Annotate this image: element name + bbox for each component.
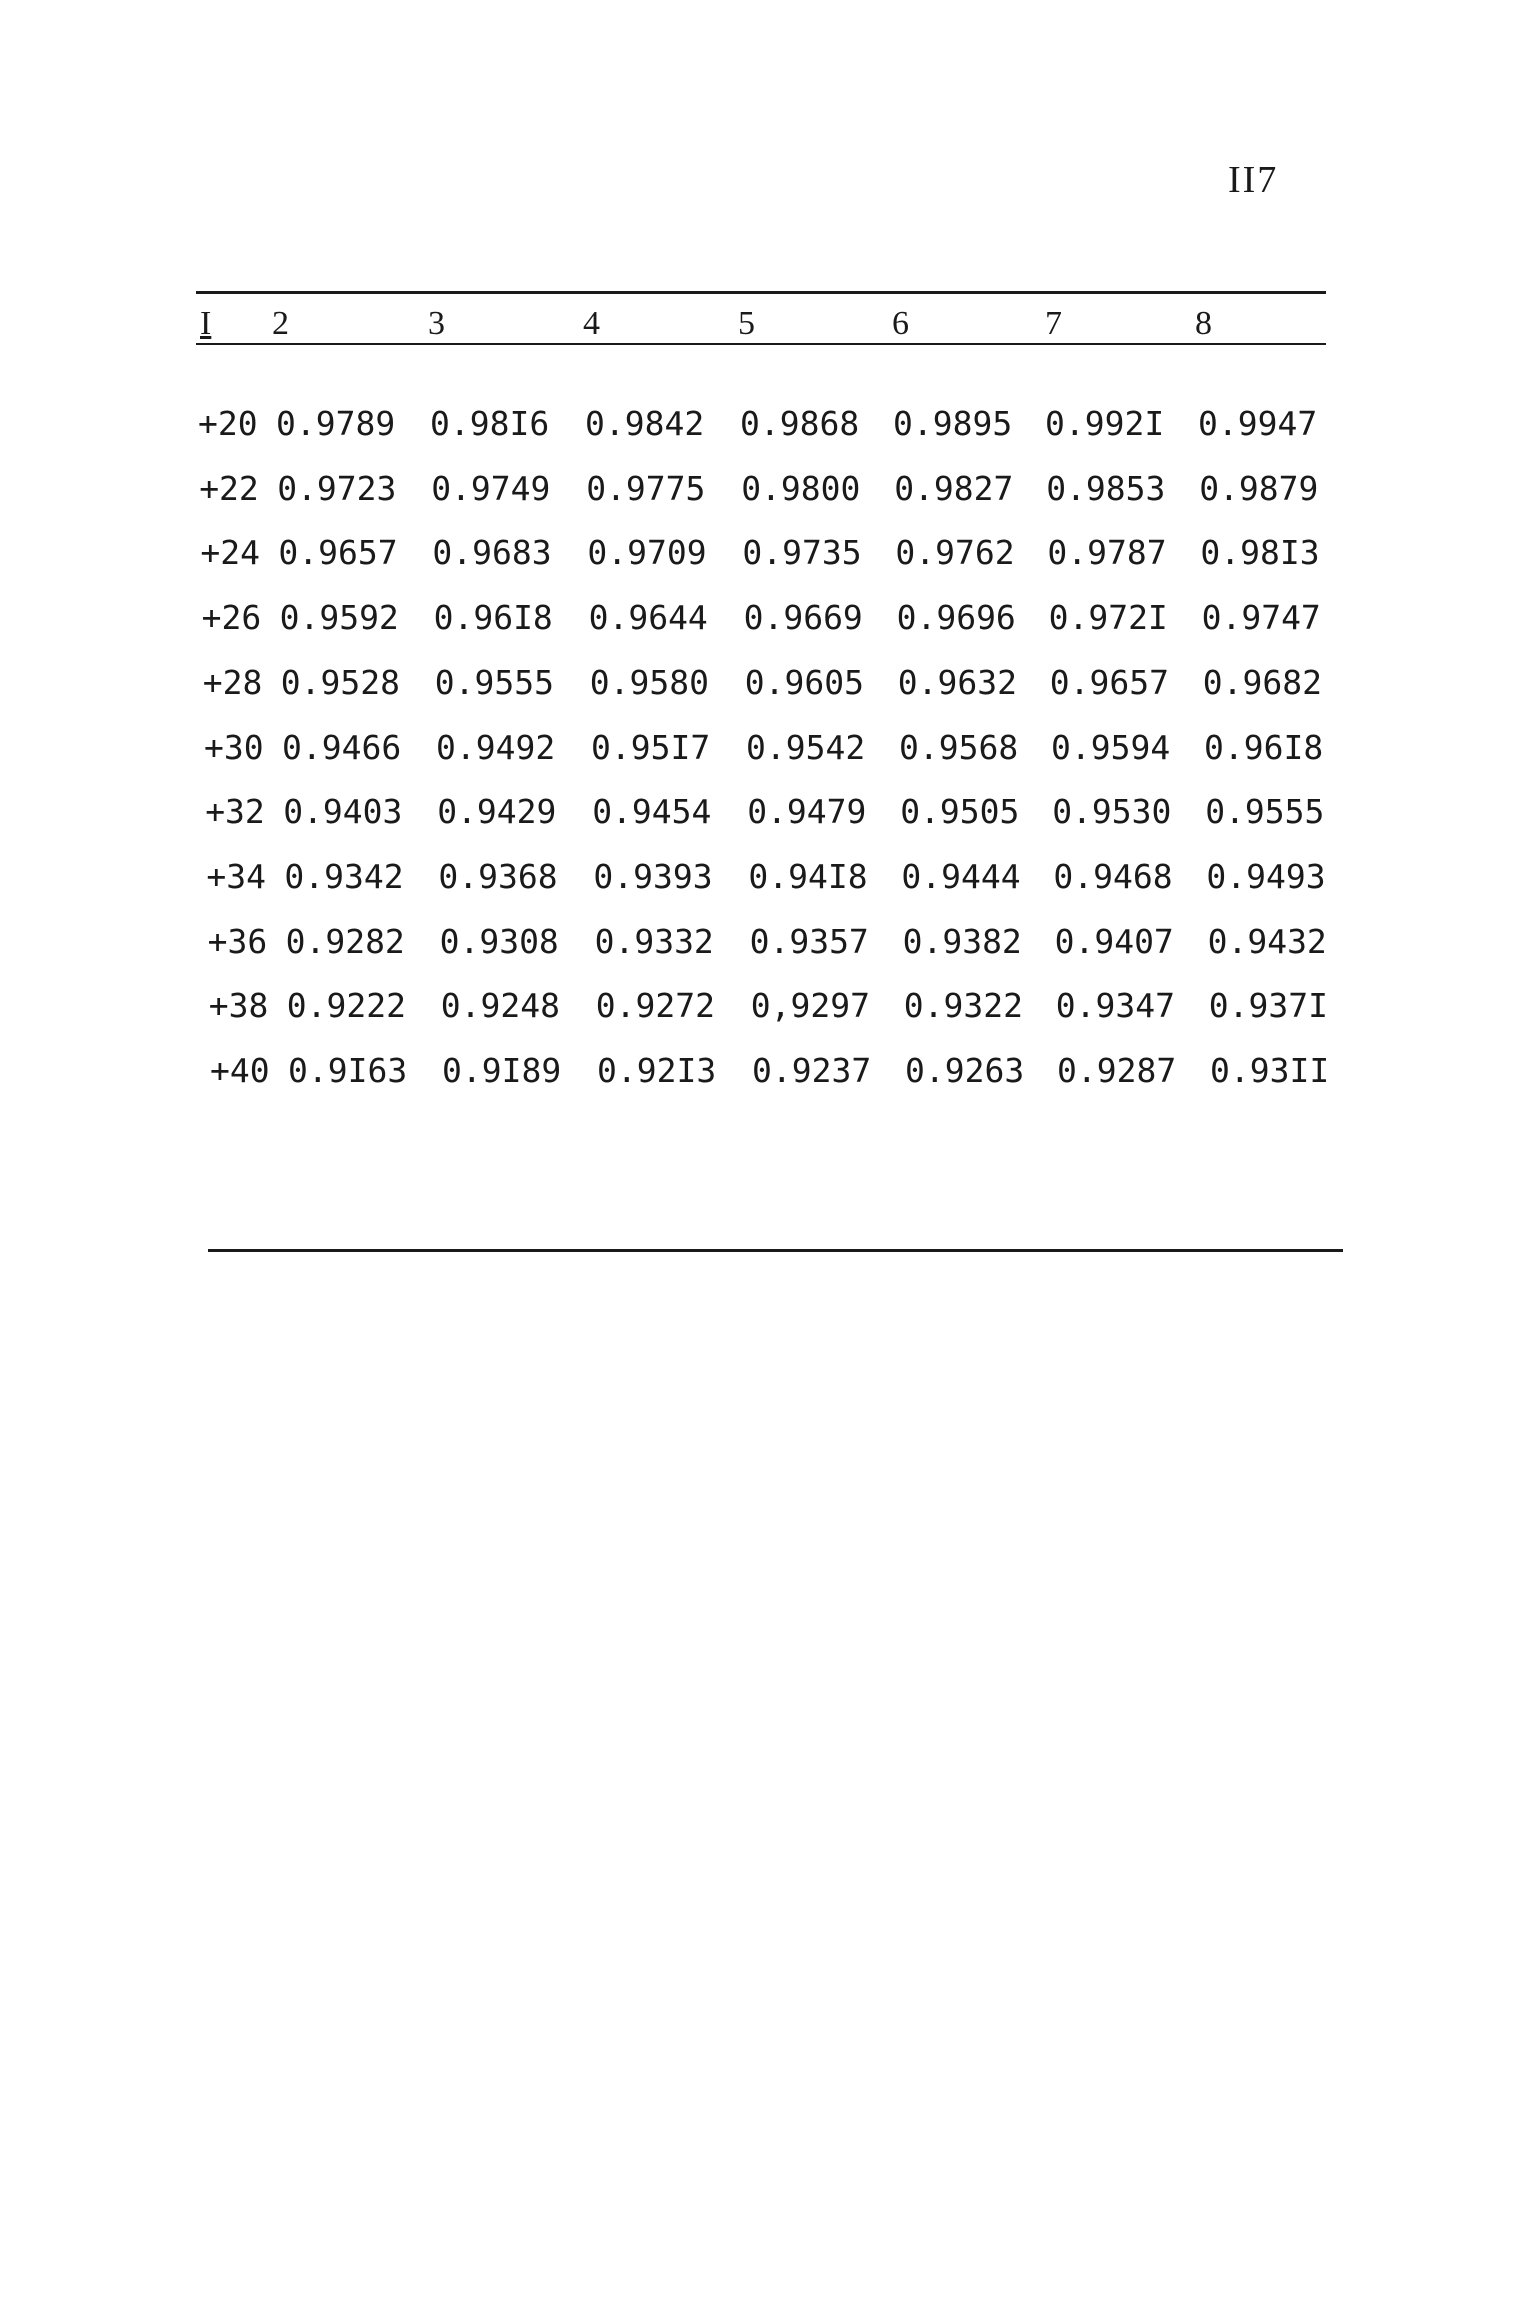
value-cell: 0.93II [1210,1051,1330,1090]
value-cell: 0.9432 [1207,921,1327,961]
value-cell: 0.9747 [1201,598,1321,638]
value-cell: 0.9789 [276,404,396,443]
value-cell: 0.9800 [741,468,861,508]
table-row [0,857,1535,897]
column-header-4: 4 [583,305,600,342]
value-cell: 0.9332 [594,921,714,961]
value-cell: 0.9555 [434,662,555,702]
row-label-cell: +28 [202,662,263,702]
value-cell: 0.9444 [901,856,1021,896]
table-row [0,598,1535,638]
table-row [0,663,1535,703]
value-cell: 0.9853 [1046,468,1166,508]
row-label-cell: +24 [200,533,260,573]
table-row [0,922,1535,962]
value-cell: 0.9393 [593,856,713,896]
value-cell: 0.9787 [1047,533,1167,573]
row-label-cell: +26 [201,598,262,638]
value-cell: 0.9594 [1051,727,1171,767]
row-label-cell: +40 [210,1051,270,1090]
value-cell: 0.9403 [283,792,403,832]
row-label-cell: +20 [198,404,258,443]
value-cell: 0.9632 [897,662,1018,702]
table-top-rule [196,291,1326,294]
value-cell: 0.9592 [279,598,399,638]
value-cell: 0.9347 [1055,986,1176,1026]
row-label-cell: +38 [208,986,269,1026]
table-row [0,1051,1535,1091]
value-cell: 0.9947 [1198,404,1318,443]
value-cell: 0.9I63 [288,1051,408,1090]
value-cell: 0.9696 [896,598,1016,638]
row-label-cell: +36 [207,921,268,961]
value-cell: 0.992I [1045,404,1165,443]
value-cell: 0.9237 [752,1051,872,1090]
value-cell: 0.9762 [895,533,1015,573]
column-header-3: 3 [428,305,445,342]
value-cell: 0.9723 [277,468,397,508]
column-header-2: 2 [272,305,289,342]
column-header-8: 8 [1195,305,1212,342]
value-cell: 0.9468 [1053,856,1173,896]
value-cell: 0.9368 [438,856,558,896]
value-cell: 0.9263 [905,1051,1025,1090]
value-cell: 0.9669 [743,598,863,638]
value-cell: 0.9683 [432,533,552,573]
value-cell: 0.9308 [439,921,559,961]
column-header-7: 7 [1045,305,1062,342]
column-header-5: 5 [738,305,755,342]
value-cell: 0,9297 [750,986,871,1026]
value-cell: 0.9287 [1057,1051,1177,1090]
value-cell: 0.9342 [284,856,404,896]
table-header-rule [196,343,1326,345]
value-cell: 0.9454 [592,792,712,832]
column-header-6: 6 [892,305,909,342]
value-cell: 0.9357 [749,921,869,961]
value-cell: 0.9282 [285,921,405,961]
row-label-cell: +32 [205,792,265,832]
table-bottom-rule [208,1249,1343,1252]
value-cell: 0.96I8 [433,598,553,638]
value-cell: 0.94I8 [748,856,868,896]
value-cell: 0.9605 [744,662,865,702]
value-cell: 0.9842 [585,404,705,443]
value-cell: 0.9775 [586,468,706,508]
value-cell: 0.9895 [893,404,1013,443]
value-cell: 0.9479 [747,792,867,832]
value-cell: 0.9827 [894,468,1014,508]
value-cell: 0.9I89 [442,1051,562,1090]
value-cell: 0.9466 [282,727,402,767]
value-cell: 0.9407 [1054,921,1174,961]
value-cell: 0.9555 [1205,792,1325,832]
value-cell: 0.9248 [440,986,561,1026]
value-cell: 0.972I [1048,598,1168,638]
table-row [0,533,1535,573]
value-cell: 0.9505 [900,792,1020,832]
value-cell: 0.9429 [437,792,557,832]
value-cell: 0.9644 [588,598,708,638]
value-cell: 0.9272 [595,986,716,1026]
value-cell: 0.98I3 [1200,533,1320,573]
value-cell: 0.9322 [903,986,1024,1026]
value-cell: 0.9580 [589,662,710,702]
value-cell: 0.9493 [1206,856,1326,896]
table-row [0,404,1535,444]
table-header-row [0,304,1535,344]
value-cell: 0.95I7 [591,727,711,767]
table-row [0,792,1535,832]
value-cell: 0.9568 [899,727,1019,767]
value-cell: 0.9749 [431,468,551,508]
value-cell: 0.9530 [1052,792,1172,832]
value-cell: 0.9682 [1202,662,1323,702]
value-cell: 0.9528 [280,662,401,702]
value-cell: 0.9657 [278,533,398,573]
row-label-cell: +30 [204,727,264,767]
value-cell: 0.9879 [1199,468,1319,508]
row-label-cell: +34 [206,856,266,896]
value-cell: 0.92I3 [597,1051,717,1090]
value-cell: 0.98I6 [430,404,550,443]
value-cell: 0.9542 [746,727,866,767]
value-cell: 0.9735 [742,533,862,573]
value-cell: 0.9868 [740,404,860,443]
page-number: II7 [1228,159,1279,201]
row-label-cell: +22 [199,468,259,508]
value-cell: 0.9709 [587,533,707,573]
table-row [0,986,1535,1026]
value-cell: 0.9657 [1049,662,1170,702]
value-cell: 0.9492 [436,727,556,767]
column-header-1: I [200,305,212,342]
table-row [0,469,1535,509]
value-cell: 0.96I8 [1204,727,1324,767]
value-cell: 0.9222 [286,986,407,1026]
value-cell: 0.9382 [902,921,1022,961]
value-cell: 0.937I [1208,986,1329,1026]
table-row [0,728,1535,768]
